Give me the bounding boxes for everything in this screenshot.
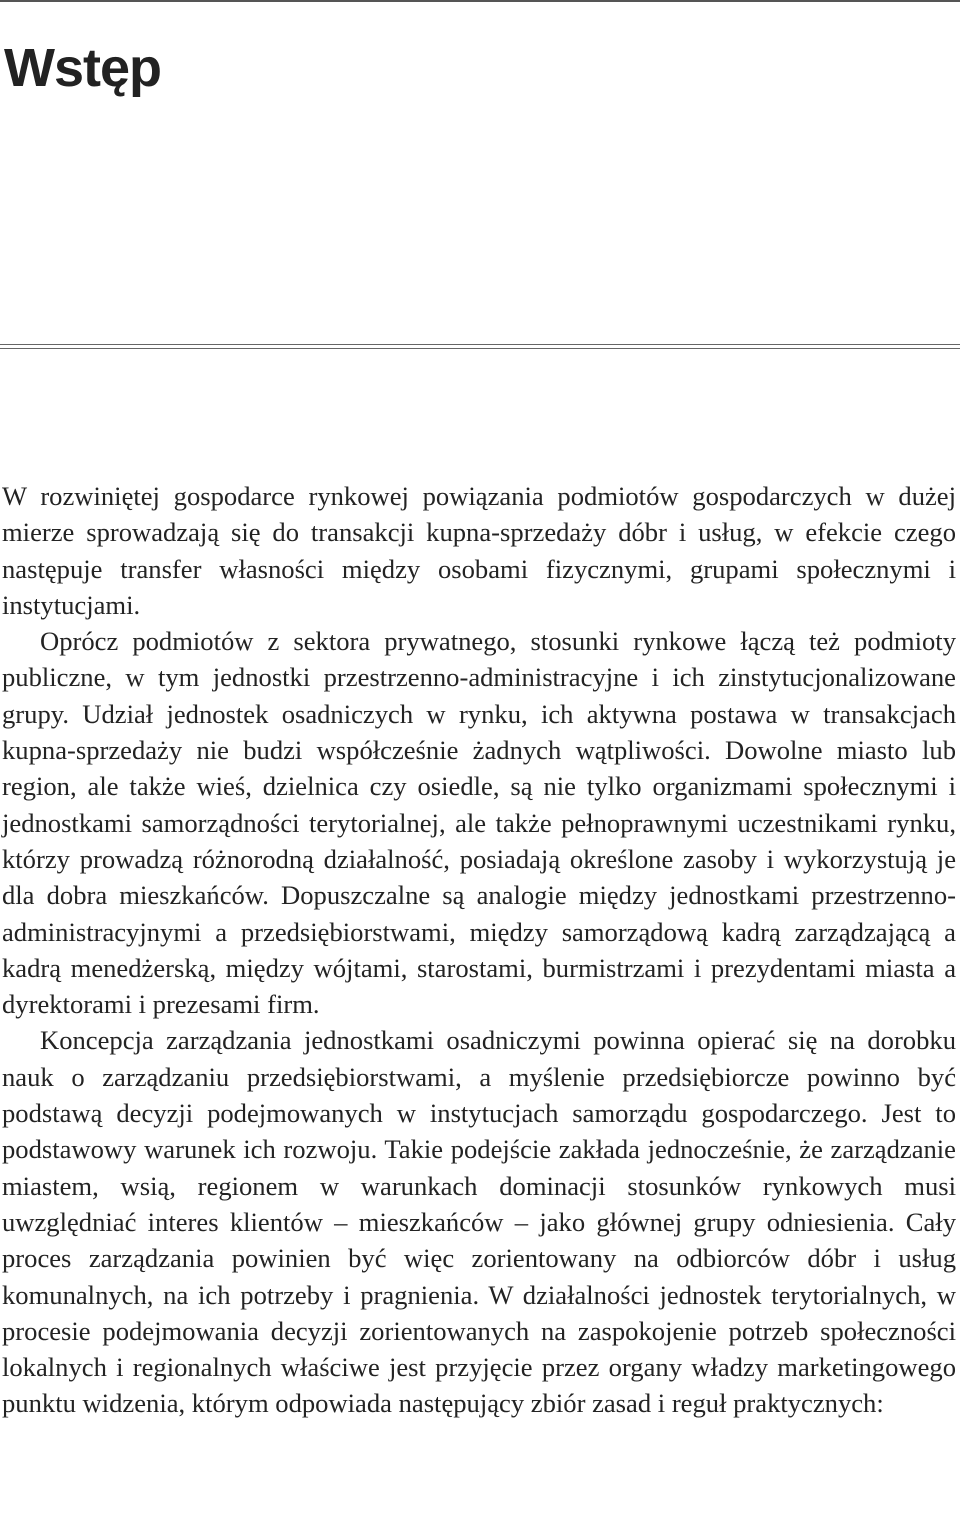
paragraph-1: W rozwiniętej gospodarce rynkowej powiązania podmiotów gospodarczych w dużej mierze sprowadzają się do transakcji kupna-sprzedaży dóbr i usług, w efekcie czego następuje transfer własności między osobami fizycznymi, grupami społecznymi i instytucjami. bbox=[2, 481, 956, 620]
paragraph-3: Koncepcja zarządzania jednostkami osadniczymi powinna opierać się na dorobku nauk o zarządzaniu przedsiębiorstwami, a myślenie przedsiębiorcze powinno być podstawą decyzji podejmowanych w instytucjach samorządu gospodarczego. Jest to podstawowy warunek ich rozwoju. Takie podejście zakłada jednocześnie, że zarządzanie miastem, wsią, regionem w warunkach dominacji stosunków rynkowych musi uwzględniać interes klientów – mieszkańców – jako głównej grupy odniesienia. Cały proces zarządzania powinien być więc zorientowany na odbiorców dóbr i usług komunalnych, na ich potrzeby i pragnienia. W działalności jednostek terytorialnych, w procesie podejmowania decyzji zorientowanych na zaspokojenie potrzeb społeczności lokalnych i regionalnych właściwe jest przyjęcie przez organy władzy marketingowego punktu widzenia, którym odpowiada następujący zbiór zasad i reguł praktycznych: bbox=[2, 1025, 956, 1419]
top-rule bbox=[0, 0, 960, 2]
paragraph-2: Oprócz podmiotów z sektora prywatnego, stosunki rynkowe łączą też podmioty publiczne, w tym jednostki przestrzenno-administracyjne i ich zinstytucjonalizowane grupy. Udział jednostek osadniczych w rynku, ich aktywna postawa w transakcjach kupna-sprzedaży nie budzi współcześnie żadnych wątpliwości. Dowolne miasto lub region, ale także wieś, dzielnica czy osiedle, są nie tylko organizmami społecznymi i jednostkami samorządności terytorialnej, ale także pełnoprawnymi uczestnikami rynku, którzy prowadzą różnorodną działalność, posiadają określone zasoby i wykorzystują je dla dobra mieszkańców. Dopuszczalne są analogie między jednostkami przestrzenno-administracyjnymi a przedsiębiorstwami, między samorządową kadrą zarządzającą a kadrą menedżerską, między wójtami, starostami, burmistrzami i prezydentami miasta a dyrektorami i prezesami firm. bbox=[2, 626, 956, 1020]
body-text bbox=[2, 478, 956, 1422]
section-divider bbox=[0, 344, 960, 349]
chapter-title: Wstęp bbox=[4, 38, 161, 98]
